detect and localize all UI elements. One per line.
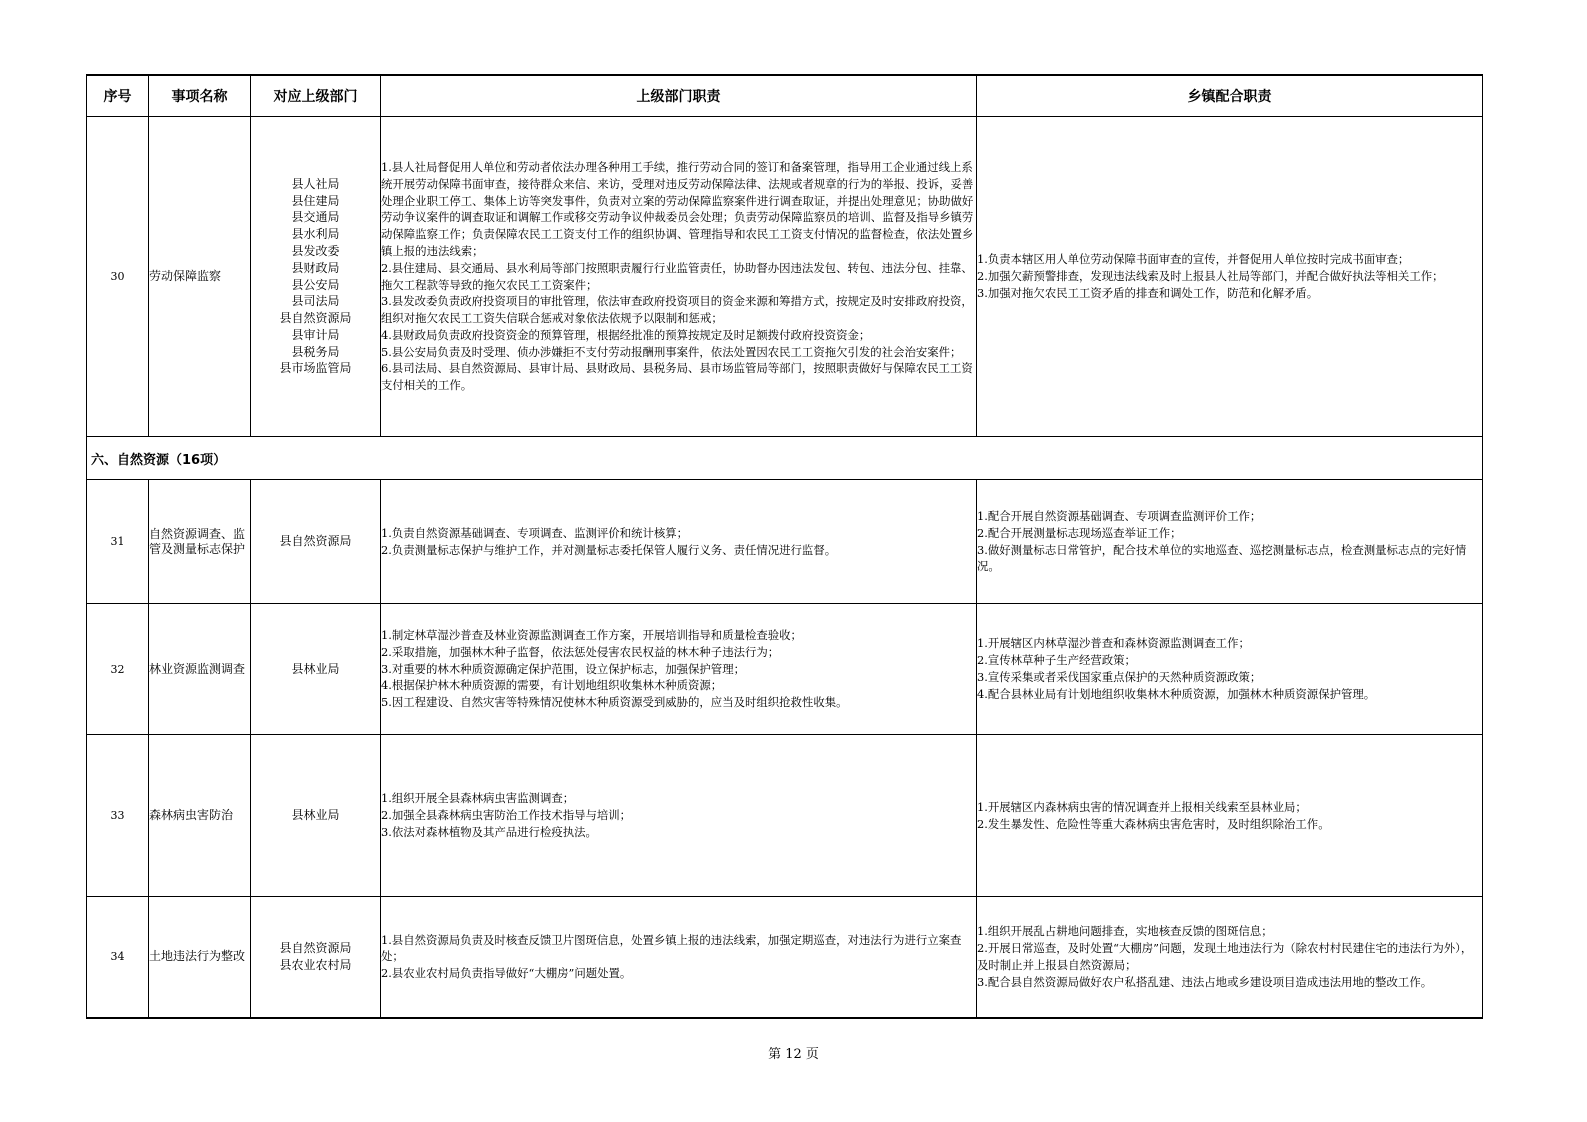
upper-duty-cell: 1.负责自然资源基础调查、专项调查、监测评价和统计核算； 2.负责测量标志保护与维护工作，并对测量标志委托保管人履行义务、责任情况进行监督。 bbox=[381, 480, 977, 604]
serial-cell: 33 bbox=[87, 735, 149, 897]
header-item-name: 事项名称 bbox=[149, 75, 251, 117]
serial-cell: 34 bbox=[87, 897, 149, 1018]
town-duty-cell: 1.配合开展自然资源基础调查、专项调查监测评价工作； 2.配合开展测量标志现场巡查举证工作； 3.做好测量标志日常管护，配合技术单位的实地巡查、巡挖测量标志点，检查测量标志点的完好情况。 bbox=[977, 480, 1483, 604]
section-row bbox=[87, 437, 1483, 480]
duty-table bbox=[86, 74, 1483, 1019]
section-title: 六、自然资源（16项） bbox=[87, 437, 1483, 480]
table-row bbox=[87, 897, 1483, 1018]
item-name-cell: 土地违法行为整改 bbox=[149, 897, 251, 1018]
serial-cell: 30 bbox=[87, 117, 149, 437]
upper-dept-cell: 县自然资源局 县农业农村局 bbox=[251, 897, 381, 1018]
serial-cell: 31 bbox=[87, 480, 149, 604]
upper-duty-cell: 1.县自然资源局负责及时核查反馈卫片图斑信息，处置乡镇上报的违法线索，加强定期巡查，对违法行为进行立案查处； 2.县农业农村局负责指导做好“大棚房”问题处置。 bbox=[381, 897, 977, 1018]
town-duty-cell: 1.开展辖区内森林病虫害的情况调查并上报相关线索至县林业局； 2.发生暴发性、危险性等重大森林病虫害危害时，及时组织除治工作。 bbox=[977, 735, 1483, 897]
town-duty-cell: 1.组织开展乱占耕地问题排查，实地核查反馈的图斑信息； 2.开展日常巡查，及时处置“大棚房”问题，发现土地违法行为（除农村村民建住宅的违法行为外），及时制止并上报县自然资源局； 3.配合县自然资源局做好农户私搭乱建、违法占地或乡建设项目造成违法用地的整改工作。 bbox=[977, 897, 1483, 1018]
upper-dept-cell: 县自然资源局 bbox=[251, 480, 381, 604]
upper-dept-cell: 县林业局 bbox=[251, 604, 381, 735]
item-name-cell: 劳动保障监察 bbox=[149, 117, 251, 437]
table-row bbox=[87, 735, 1483, 897]
table-header-row bbox=[87, 75, 1483, 117]
town-duty-cell: 1.负责本辖区用人单位劳动保障书面审查的宣传，并督促用人单位按时完成书面审查； 2.加强欠薪预警排查，发现违法线索及时上报县人社局等部门，并配合做好执法等相关工作； 3.加强对拖欠农民工工资矛盾的排查和调处工作，防范和化解矛盾。 bbox=[977, 117, 1483, 437]
header-upper-dept: 对应上级部门 bbox=[251, 75, 381, 117]
town-duty-cell: 1.开展辖区内林草湿沙普查和森林资源监测调查工作； 2.宣传林草种子生产经营政策； 3.宣传采集或者采伐国家重点保护的天然种质资源政策； 4.配合县林业局有计划地组织收集林木种质资源，加强林木种质资源保护管理。 bbox=[977, 604, 1483, 735]
upper-duty-cell: 1.制定林草湿沙普查及林业资源监测调查工作方案，开展培训指导和质量检查验收； 2.采取措施，加强林木种子监督，依法惩处侵害农民权益的林木种子违法行为； 3.对重要的林木种质资源确定保护范围，设立保护标志，加强保护管理； 4.根据保护林木种质资源的需要，有计划地组织收集林木种质资源； 5.因工程建设、自然灾害等特殊情况使林木种质资源受到威胁的，应当及时组织抢救性收集。 bbox=[381, 604, 977, 735]
serial-cell: 32 bbox=[87, 604, 149, 735]
item-name-cell: 自然资源调查、监管及测量标志保护 bbox=[149, 480, 251, 604]
table-row bbox=[87, 604, 1483, 735]
upper-duty-cell: 1.组织开展全县森林病虫害监测调查； 2.加强全县森林病虫害防治工作技术指导与培训； 3.依法对森林植物及其产品进行检疫执法。 bbox=[381, 735, 977, 897]
header-upper-duty: 上级部门职责 bbox=[381, 75, 977, 117]
table-row bbox=[87, 117, 1483, 437]
page-number: 第 12 页 bbox=[768, 1047, 819, 1062]
upper-dept-cell: 县人社局 县住建局 县交通局 县水利局 县发改委 县财政局 县公安局 县司法局 县自然资源局 县审计局 县税务局 县市场监管局 bbox=[251, 117, 381, 437]
header-town-duty: 乡镇配合职责 bbox=[977, 75, 1483, 117]
upper-duty-cell: 1.县人社局督促用人单位和劳动者依法办理各种用工手续，推行劳动合同的签订和备案管理，指导用工企业通过线上系统开展劳动保障书面审查，接待群众来信、来访，受理对违反劳动保障法律、法规或者规章的行为的举报、投诉，妥善处理企业职工停工、集体上访等突发事件，负责对立案的劳动保障监察案件进行调查取证，并提出处理意见；协助做好劳动争议案件的调查取证和调解工作或移交劳动争议仲裁委员会处理；负责劳动保障监察员的培训、监督及指导乡镇劳动保障监察工作；负责保障农民工工资支付工作的组织协调、管理指导和农民工工资支付情况的监督检查，依法处置乡镇上报的违法线索； 2.县住建局、县交通局、县水利局等部门按照职责履行行业监管责任，协助督办因违法发包、转包、违法分包、挂靠、拖欠工程款等导致的拖欠农民工工资案件； 3.县发改委负责政府投资项目的审批管理，依法审查政府投资项目的资金来源和筹措方式，按规定及时安排政府投资，组织对拖欠农民工工资失信联合惩戒对象依法依规予以限制和惩戒； 4.县财政局负责政府投资资金的预算管理，根据经批准的预算按规定及时足额拨付政府投资资金； 5.县公安局负责及时受理、侦办涉嫌拒不支付劳动报酬刑事案件，依法处置因农民工工资拖欠引发的社会治安案件； 6.县司法局、县自然资源局、县审计局、县财政局、县税务局、县市场监管局等部门，按照职责做好与保障农民工工资支付相关的工作。 bbox=[381, 117, 977, 437]
header-serial: 序号 bbox=[87, 75, 149, 117]
table-row bbox=[87, 480, 1483, 604]
upper-dept-cell: 县林业局 bbox=[251, 735, 381, 897]
item-name-cell: 森林病虫害防治 bbox=[149, 735, 251, 897]
item-name-cell: 林业资源监测调查 bbox=[149, 604, 251, 735]
